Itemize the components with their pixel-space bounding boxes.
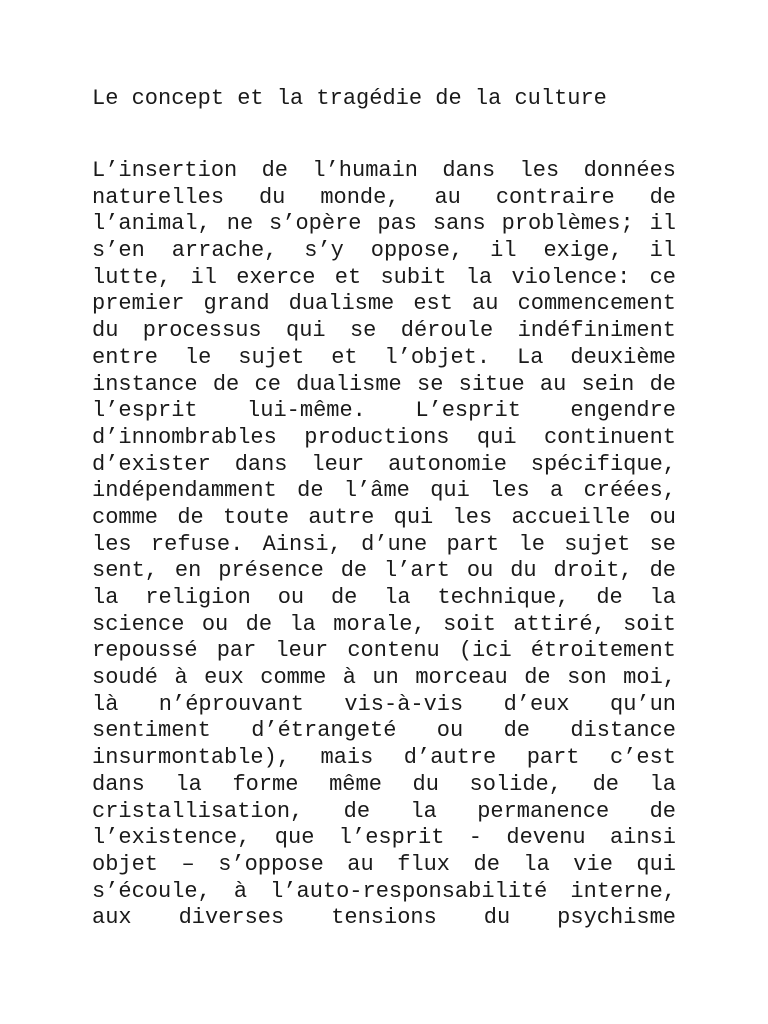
text-line: insurmontable), mais d’autre part c’est [92,745,676,771]
document-title: Le concept et la tragédie de la culture [92,86,607,111]
text-line: la religion ou de la technique, de la [92,585,676,610]
text-line: soudé à eux comme à un morceau de son moi, [92,665,676,691]
text-line: L’insertion de l’humain dans les données [92,158,676,183]
text-line: repoussé par leur contenu (ici étroitement [92,638,676,664]
text-line: aux diverses tensions du psychisme [92,905,676,931]
text-line: l’animal, ne s’opère pas sans problèmes; il [92,211,676,237]
text-line: instance de ce dualisme se situe au sein de [92,371,676,397]
text-line: l’esprit lui-même. L’esprit engendre [92,398,676,424]
text-line: comme de toute autre qui les accueille ou [92,504,676,530]
text-line: du processus qui se déroule indéfiniment [92,318,676,344]
text-line: l’existence, que l’esprit - devenu ainsi [92,825,676,851]
body-paragraph [92,158,676,932]
text-line: d’exister dans leur autonomie spécifique, [92,451,676,477]
text-line: les refuse. Ainsi, d’une part le sujet se [92,531,676,557]
text-line: naturelles du monde, au contraire de [92,184,676,210]
text-line: premier grand dualisme est au commencement [92,291,676,317]
text-line: dans la forme même du solide, de la [92,771,676,797]
text-line: là n’éprouvant vis-à-vis d’eux qu’un [92,691,676,717]
text-line: cristallisation, de la permanence de [92,798,676,824]
text-line: sentiment d’étrangeté ou de distance [92,718,676,744]
text-line: indépendamment de l’âme qui les a créées, [92,478,676,504]
text-line: lutte, il exerce et subit la violence: ce [92,264,676,290]
text-line: s’en arrache, s’y oppose, il exige, il [92,238,676,264]
text-line: s’écoule, à l’auto-responsabilité interne, [92,878,676,904]
text-line: d’innombrables productions qui continuent [92,424,676,450]
text-line: objet – s’oppose au flux de la vie qui [92,851,676,877]
text-line: science ou de la morale, soit attiré, soit [92,611,676,637]
text-line: sent, en présence de l’art ou du droit, de [92,558,676,584]
text-line: entre le sujet et l’objet. La deuxième [92,344,676,370]
